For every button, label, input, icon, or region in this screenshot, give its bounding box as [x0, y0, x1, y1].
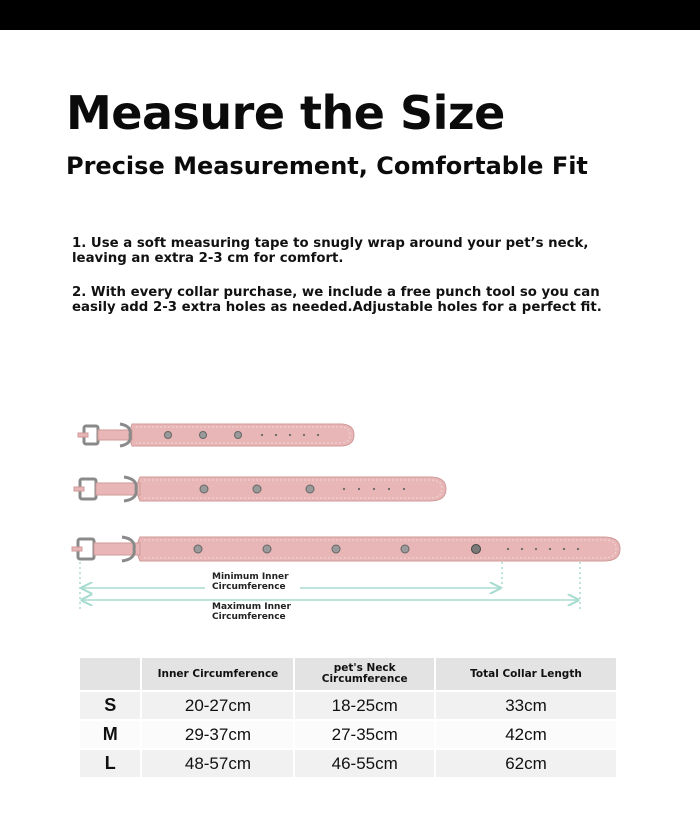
page-subtitle: Precise Measurement, Comfortable Fit: [66, 152, 588, 180]
cell-neck: 18-25cm: [295, 692, 434, 719]
collar-medium: [74, 477, 446, 501]
cell-size: L: [80, 750, 140, 777]
max-circumference-label-2: Circumference: [212, 612, 286, 622]
page-title: Measure the Size: [66, 86, 505, 140]
max-circumference-label-1: Maximum Inner: [212, 602, 291, 612]
collar-size-diagram: [0, 410, 700, 635]
cell-inner: 48-57cm: [142, 750, 293, 777]
min-circumference-label-1: Minimum Inner: [212, 572, 289, 582]
cell-length: 42cm: [436, 721, 616, 748]
cell-length: 33cm: [436, 692, 616, 719]
table-row-m: [80, 721, 616, 748]
table-row-l: [80, 750, 616, 777]
cell-inner: 29-37cm: [142, 721, 293, 748]
header-neck-line2: Circumference: [321, 673, 408, 685]
cell-neck: 46-55cm: [295, 750, 434, 777]
table-row-s: [80, 692, 616, 719]
cell-inner: 20-27cm: [142, 692, 293, 719]
cell-size: S: [80, 692, 140, 719]
table-header-row: [80, 658, 616, 690]
min-circumference-label-2: Circumference: [212, 582, 286, 592]
instruction-punch-tool: 2. With every collar purchase, we include a free punch tool so you can easily add 2-3 extra holes as needed.Adjustable holes for a perfect fit.: [72, 285, 602, 315]
cell-neck: 27-35cm: [295, 721, 434, 748]
top-bar: [0, 0, 700, 30]
collar-large: [72, 537, 620, 561]
header-inner-circumference: Inner Circumference: [142, 658, 293, 690]
header-total-length: Total Collar Length: [436, 658, 616, 690]
size-chart-table: [78, 656, 618, 779]
collar-small: [78, 424, 354, 446]
header-neck-circumference: [295, 658, 434, 690]
header-neck-line1: pet's Neck: [333, 662, 396, 674]
header-size: [80, 658, 140, 690]
cell-size: M: [80, 721, 140, 748]
instruction-measure: 1. Use a soft measuring tape to snugly wrap around your pet’s neck, leaving an extra 2-3 cm for comfort.: [72, 236, 589, 266]
cell-length: 62cm: [436, 750, 616, 777]
